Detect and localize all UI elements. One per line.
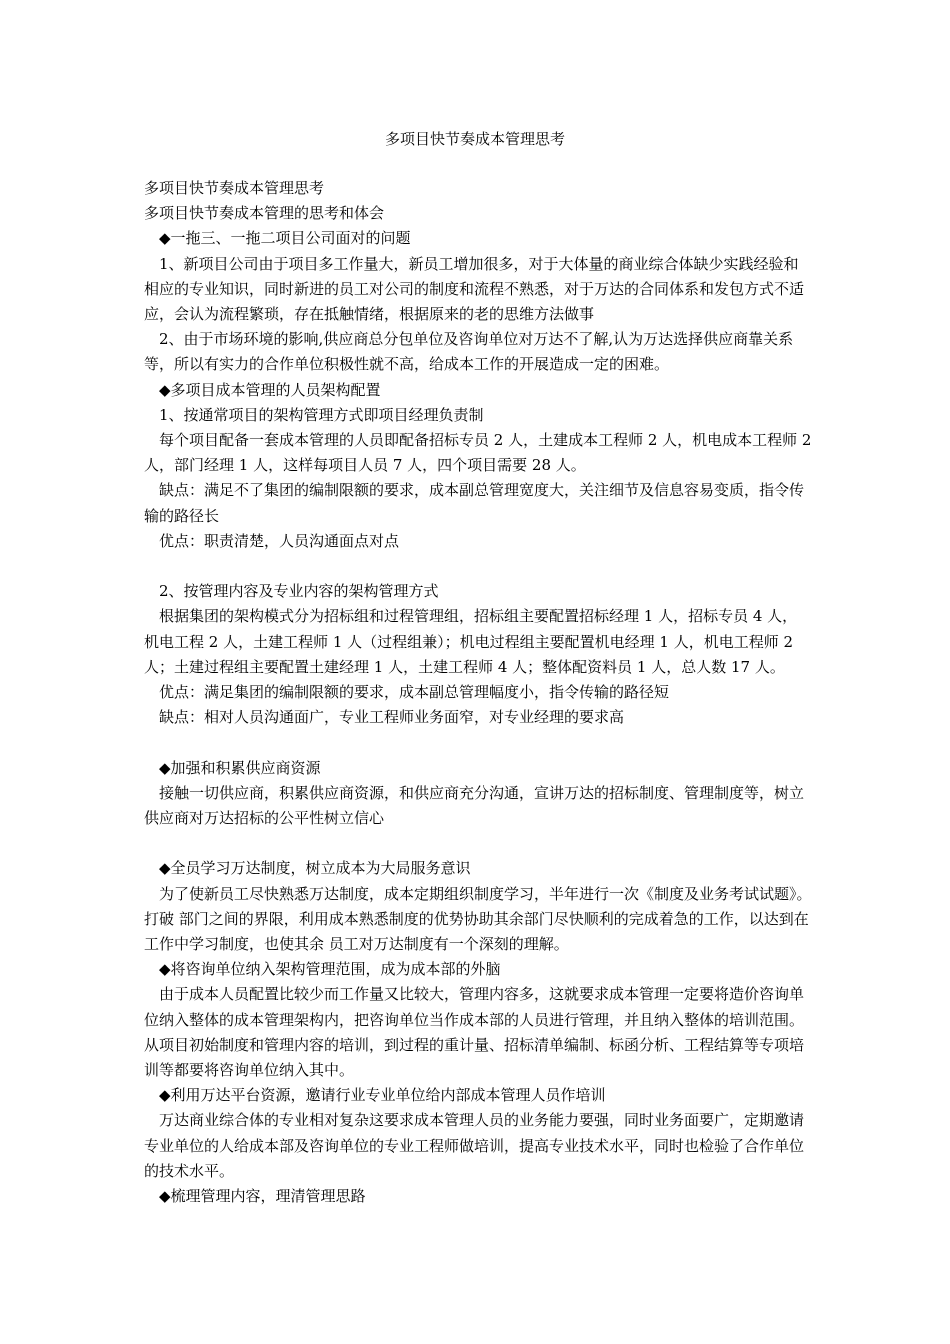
paragraph: 1、新项目公司由于项目多工作量大，新员工增加很多，对于大体量的商业综合体缺少实践经验和相应的专业知识，同时新进的员工对公司的制度和流程不熟悉，对于万达的合同体系和发包方式不适应，会认为流程繁琐，存在抵触情绪，根据原来的老的思维方法做事: [144, 254, 805, 324]
blank-line: [144, 831, 812, 856]
paragraph: 多项目快节奏成本管理的思考和体会: [144, 204, 385, 223]
paragraph: 1、按通常项目的架构管理方式即项目经理负责制: [159, 405, 484, 424]
document-body: [144, 176, 812, 1209]
section-heading: ◆加强和积累供应商资源: [159, 758, 321, 777]
paragraph: 优点：满足集团的编制限额的要求，成本副总管理幅度小，指令传输的路径短: [159, 683, 670, 702]
section-heading: ◆将咨询单位纳入架构管理范围，成为成本部的外脑: [159, 960, 501, 979]
paragraph: 由于成本人员配置比较少而工作量又比较大，管理内容多，这就要求成本管理一定要将造价咨询单位纳入整体的成本管理架构内，把咨询单位当作成本部的人员进行管理，并且纳入整体的培训范围。从项目初始制度和管理内容的培训，到过程的重计量、招标清单编制、标函分析、工程结算等专项培训等都要将咨询单位纳入其中。: [144, 985, 805, 1080]
paragraph: 根据集团的架构模式分为招标组和过程管理组，招标组主要配置招标经理 1 人，招标专员 4 人，机电工程 2 人，土建工程师 1 人（过程组兼）；机电过程组主要配置机电经理 1 人，机电工程师 2 人；土建过程组主要配置土建经理 1 人，土建工程师 4 人；整体配资料员 1 人，总人数 17 人。: [144, 607, 798, 676]
section-heading: ◆全员学习万达制度，树立成本为大局服务意识: [159, 859, 471, 878]
paragraph: 缺点：满足不了集团的编制限额的要求，成本副总管理宽度大，关注细节及信息容易变质，指令传输的路径长: [144, 481, 805, 525]
paragraph: 优点：职责清楚，人员沟通面点对点: [159, 531, 400, 550]
section-heading: ◆多项目成本管理的人员架构配置: [159, 380, 381, 399]
section-heading: ◆梳理管理内容，理清管理思路: [159, 1187, 366, 1206]
paragraph: 2、按管理内容及专业内容的架构管理方式: [159, 582, 439, 601]
paragraph: 为了使新员工尽快熟悉万达制度，成本定期组织制度学习，半年进行一次《制度及业务考试试题》。打破 部门之间的界限，利用成本熟悉制度的优势协助其余部门尽快顺利的完成着急的工作，以达到在工作中学习制度，也使其余 员工对万达制度有一个深刻的理解。: [144, 884, 812, 954]
blank-line: [144, 554, 812, 579]
document-title: 多项目快节奏成本管理思考: [384, 130, 565, 148]
paragraph: 多项目快节奏成本管理思考: [144, 179, 325, 197]
blank-line: [144, 730, 812, 755]
paragraph: 万达商业综合体的专业相对复杂这要求成本管理人员的业务能力要强，同时业务面要广，定期邀请专业单位的人给成本部及咨询单位的专业工程师做培训，提高专业技术水平，同时也检验了合作单位的技术水平。: [144, 1111, 805, 1180]
paragraph: 接触一切供应商，积累供应商资源，和供应商充分沟通，宣讲万达的招标制度、管理制度等，树立供应商对万达招标的公平性树立信心: [144, 783, 805, 828]
section-heading: ◆一拖三、一拖二项目公司面对的问题: [159, 229, 411, 248]
paragraph: 每个项目配备一套成本管理的人员即配备招标专员 2 人，土建成本工程师 2 人，机电成本工程师 2 人，部门经理 1 人，这样每项目人员 7 人，四个项目需要 28 人。: [144, 431, 812, 475]
paragraph: 缺点：相对人员沟通面广，专业工程师业务面窄，对专业经理的要求高: [159, 708, 625, 727]
section-heading: ◆利用万达平台资源，邀请行业专业单位给内部成本管理人员作培训: [159, 1086, 606, 1105]
paragraph: 2、由于市场环境的影响,供应商总分包单位及咨询单位对万达不了解,认为万达选择供应商靠关系等，所以有实力的合作单位积极性就不高，给成本工作的开展造成一定的困难。: [144, 330, 794, 374]
